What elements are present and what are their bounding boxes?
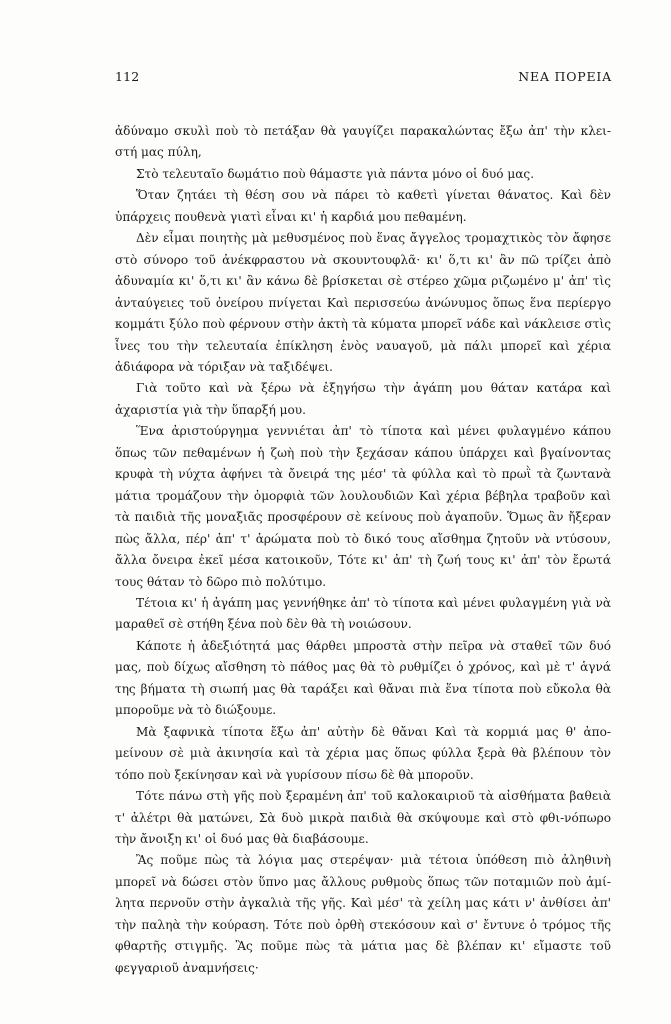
paragraph: Στὸ τελευταῖο δωμάτιο ποὺ θάμαστε γιὰ πάντα μόνο οἱ δυό μας. xyxy=(136,166,535,181)
paragraph: Ἂς ποῦμε πὼς τὰ λόγια μας στερέψαν· μιὰ τέτοια ὑπόθεση πιὸ ἀληθινὴ μπορεῖ νὰ δώσει στὸν ὕπνο μας ἄλλους ρυθμοὺς ὅπως τῶν ποταμιῶν ποὺ ἁμί-λητα περνοῦν στὴν ἀγκαλιὰ τῆς γῆς. Καὶ μέσ' τὰ χείλη μας κάτι ν' ἀνθίσει ἀπ' τὴν παληὰ τὴν κούραση. Τότε ποὺ ὀρθὴ στεκόσουν καὶ σ' ἔντυνε ὁ τρόμος τῆς φθαρτῆς στιγμῆς. Ἂς ποῦμε πὼς τὰ μάτια μας δὲ βλέπαν κι' εἴμαστε τοῦ φεγγαριοῦ ἀναμνήσεις· xyxy=(115,853,611,975)
paragraph: Κάποτε ἡ ἀδεξιότητά μας θάρθει μπροστὰ στὴν πεῖρα νὰ σταθεῖ τῶν δυό μας, ποὺ δίχως αἴσθηση τὸ πάθος μας θὰ τὸ ρυθμίζει ὁ χρόνος, καὶ μὲ τ' ἁγνά της βήματα τὴ σιωπή μας θὰ ταράξει καὶ θἄναι πιὰ ἕνα τίποτα ποὺ εὔκολα θὰ μποροῦμε νὰ τὸ διώξουμε. xyxy=(115,638,611,718)
page-number: 112 xyxy=(115,69,140,84)
body-text xyxy=(115,121,611,979)
paragraph: Ὅταν ζητάει τὴ θέση σου νὰ πάρει τὸ καθετὶ γίνεται θάνατος. Καὶ δὲν ὑπάρχεις πουθενὰ γιατὶ εἶναι κι' ἡ καρδιά μου πεθαμένη. xyxy=(115,188,611,224)
running-title: ΝΕΑ ΠΟΡΕΙΑ xyxy=(518,69,612,84)
paragraph: Μὰ ξαφνικὰ τίποτα ἔξω ἀπ' αὐτὴν δὲ θἄναι Καὶ τὰ κορμιά μας θ' ἀπο-μείνουν σὲ μιὰ ἀκινησία καὶ τὰ χέρια μας ὅπως φύλλα ξερὰ θὰ βλέπουν τὸν τόπο ποὺ ξεκίνησαν καὶ νὰ γυρίσουν πίσω δὲ θὰ μποροῦν. xyxy=(115,724,611,782)
paragraph: Τότε πάνω στὴ γῆς ποὺ ξεραμένη ἀπ' τοῦ καλοκαιριοῦ τὰ αἰσθήματα βαθειὰ τ' ἀλέτρι θὰ ματώνει, Σὰ δυὸ μικρὰ παιδιὰ θὰ σκύψουμε καὶ στὸ φθι-νόπωρο τὴν ἄνοιξη κι' οἱ δυό μας θὰ διαβάσουμε. xyxy=(115,789,611,846)
paragraph: Τέτοια κι' ἡ ἀγάπη μας γεννήθηκε ἀπ' τὸ τίποτα καὶ μένει φυλαγμένη γιὰ νὰ μαραθεῖ σὲ στήθη ξένα ποὺ δὲν θὰ τὴ νοιώσουν. xyxy=(115,595,611,632)
paragraph: Ἕνα ἀριστούργημα γεννιέται ἀπ' τὸ τίποτα καὶ μένει φυλαγμένο κάπου ὅπως τῶν πεθαμένων ἡ ζωὴ ποὺ τὴν ξεχάσαν κάπου ὑπάρχει καὶ βγαίνοντας κρυφὰ τὴ νύχτα ἀφήνει τὰ ὄνειρά της μέσ' τὰ φύλλα καὶ τὸ πρωῒ τὰ ζωντανὰ μάτια τρομάζουν τὴν ὀμορφιὰ τῶν λουλουδιῶν Καὶ χέρια βέβηλα τραβοῦν καὶ τὰ παιδιὰ τῆς μοναξιᾶς προσφέρουν σὲ κείνους ποὺ ἀγαποῦν. Ὅμως ἂν ἤξεραν πὼς ἄλλα, πέρ' ἀπ' τ' ἀρώματα ποὺ τὸ δικό τους αἴσθημα ζητοῦν νὰ ντύσουν, ἄλλα ὄνειρα ἐκεῖ μέσα κατοικοῦν, Τότε κι' ἀπ' τὴ ζωή τους κι' ἀπ' τὸν ἔρωτά τους θάταν τὸ δῶρο πιὸ πολύτιμο. xyxy=(115,424,611,589)
paragraph: Δὲν εἶμαι ποιητὴς μὰ μεθυσμένος ποὺ ἕνας ἄγγελος τρομαχτικὸς τὸν ἄφησε στὸ σύνορο τοῦ ἀνέκφραστου νὰ σκουντουφλᾶ· κι' ὅ,τι κι' ἂν πῶ τρίζει ἀπὸ ἀδυναμία κι' ὅ,τι κι' ἂν κάνω δὲ βρίσκεται σὲ στέρεο χῶμα ριζωμένο μ' ἀπ' τὶς ἀνταύγειες τοῦ ὀνείρου πνίγεται Καὶ περισσεύω ἀνώνυμος ὅπως ἕνα περίεργο κομμάτι ξύλο ποὺ φέρνουν στὴν ἀκτὴ τὰ κύματα μπορεῖ νάδε καὶ νάκλεισε στὶς ἶνες του τὴν τελευταία ἐπίκληση ἑνὸς ναυαγοῦ, μὰ πάλι μπορεῖ καὶ χέρια ἀδιάφορα νὰ τόριξαν νὰ ταξιδέψει. xyxy=(115,231,611,374)
paragraph: Γιὰ τοῦτο καὶ νὰ ξέρω νὰ ἐξηγήσω τὴν ἀγάπη μου θάταν κατάρα καὶ ἀχαριστία γιὰ τὴν ὕπαρξή μου. xyxy=(115,381,611,417)
paragraph: ἀδύναμο σκυλὶ ποὺ τὸ πετάξαν θὰ γαυγίζει παρακαλώντας ἔξω ἀπ' τὴν κλει-στή μας πύλη, xyxy=(115,124,611,160)
page-header xyxy=(115,69,612,89)
